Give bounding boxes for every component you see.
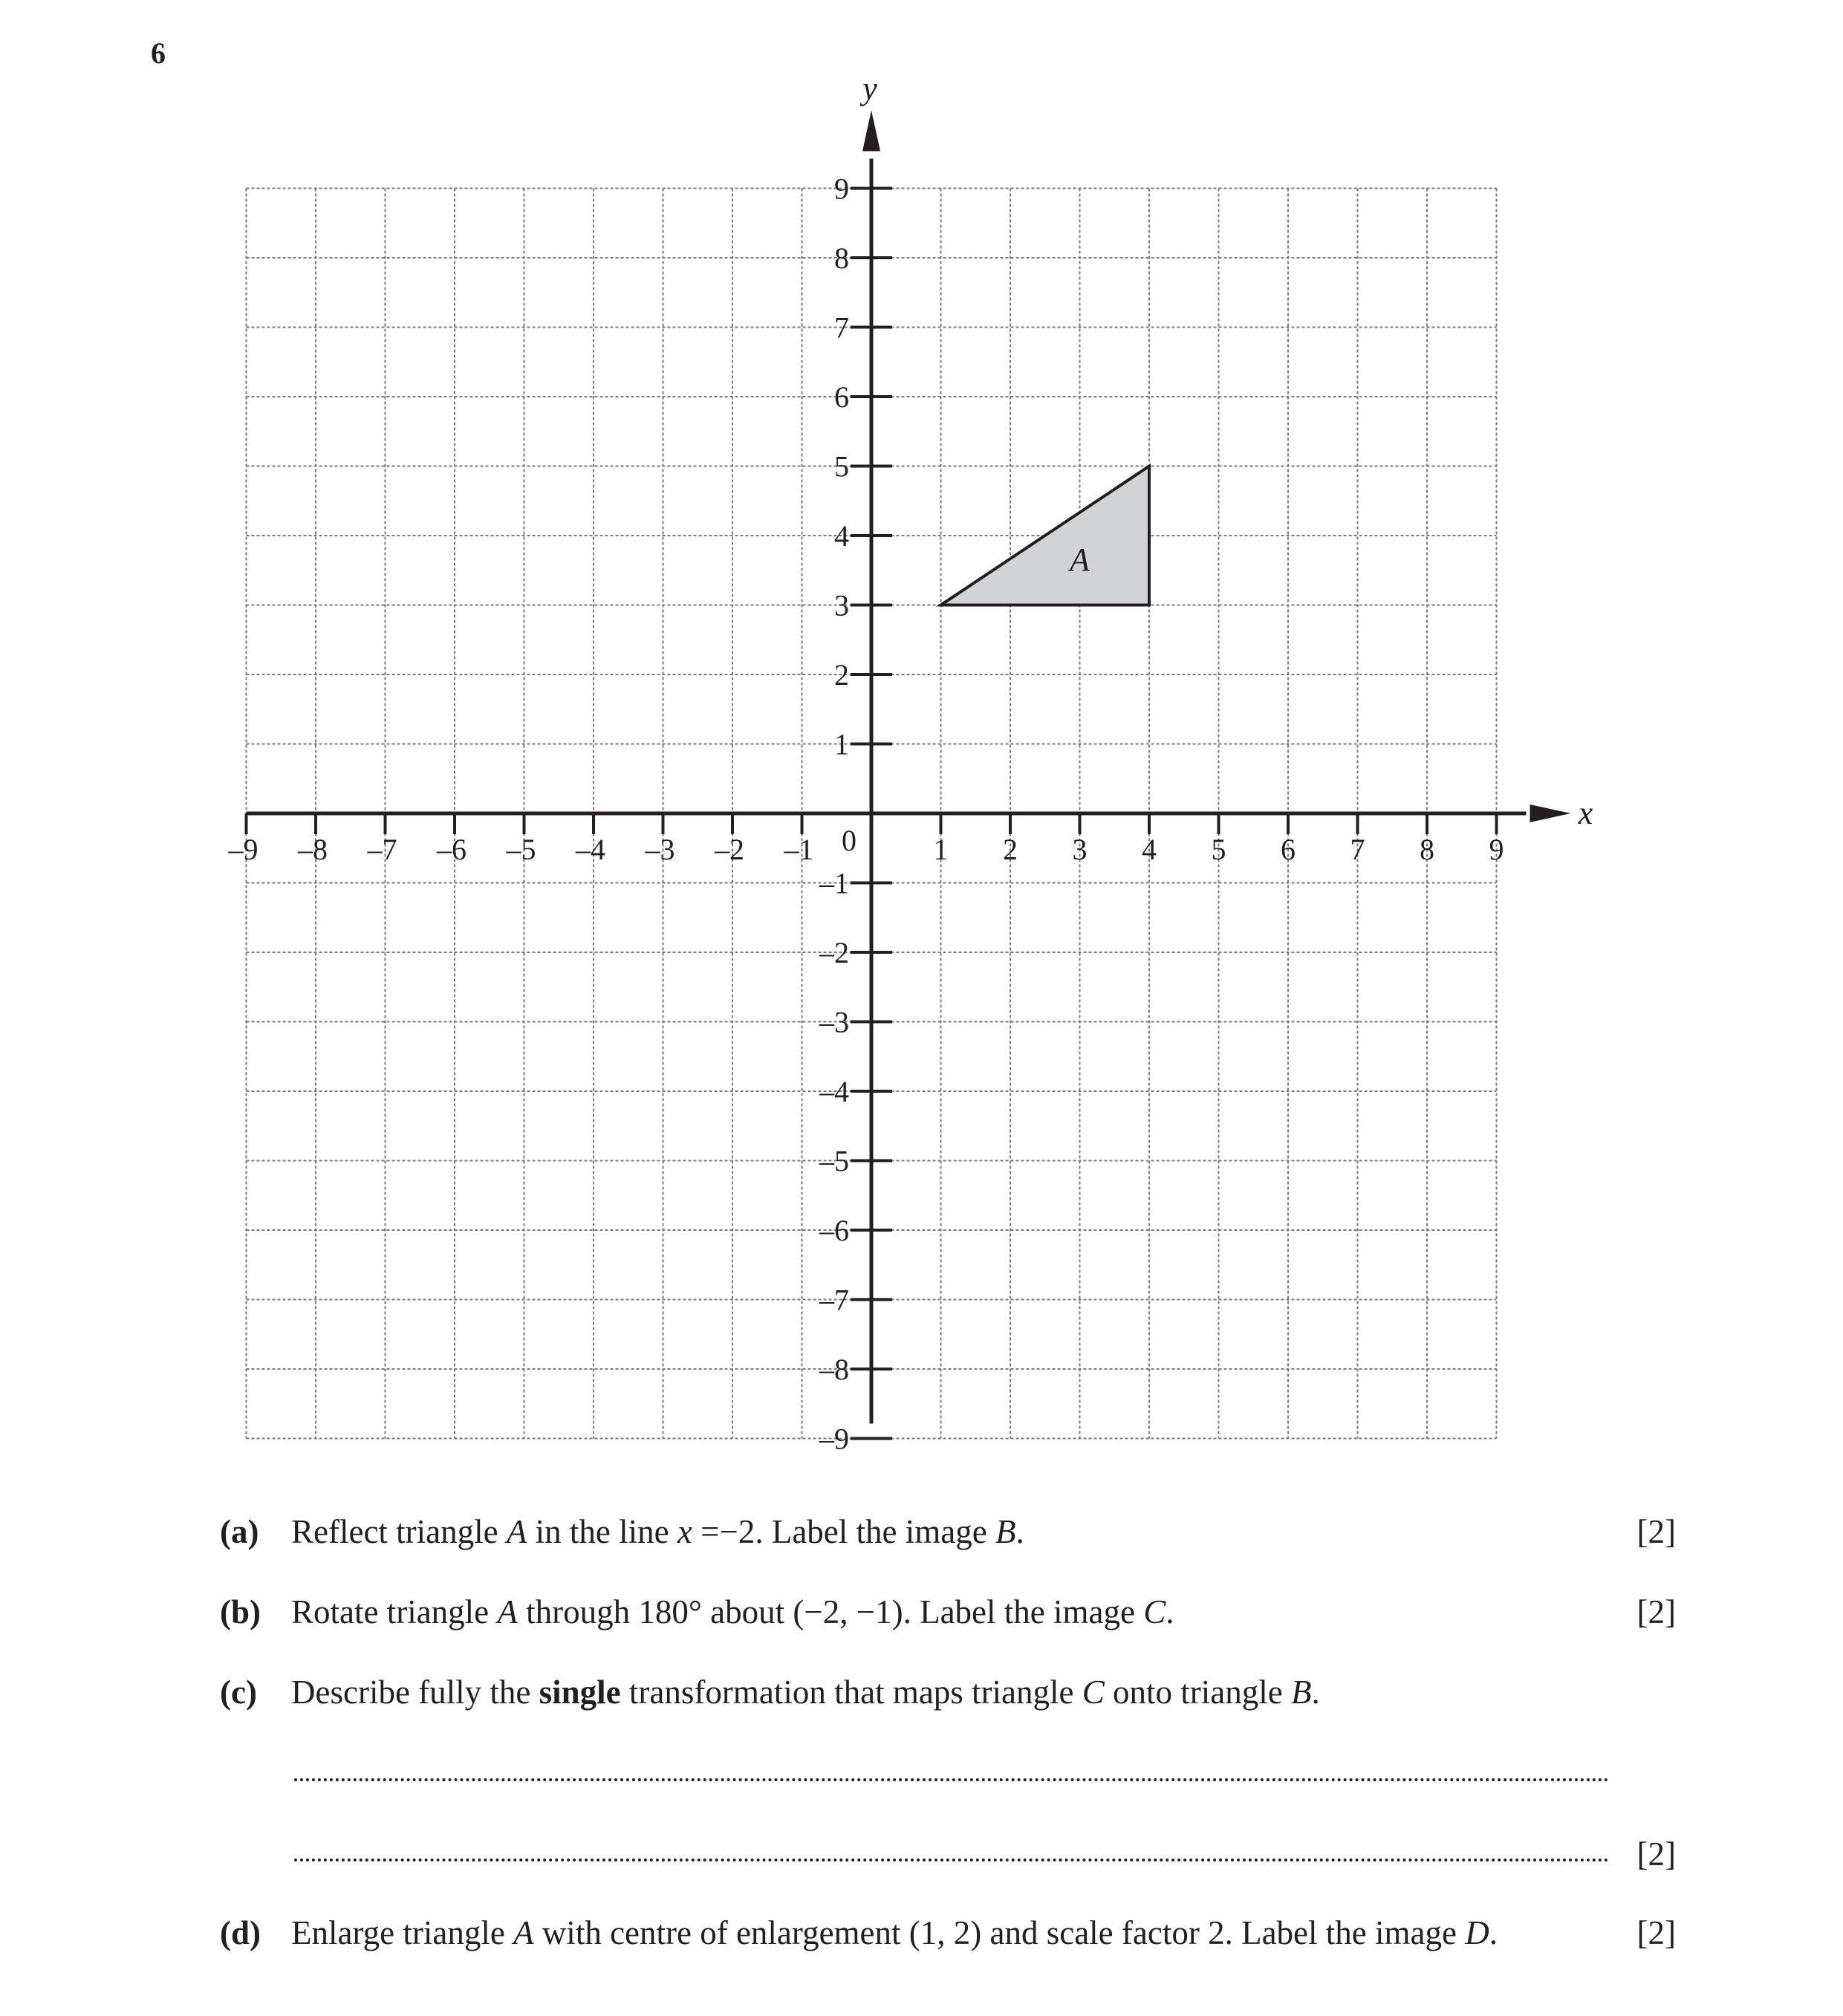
question-c-text-3: onto triangle bbox=[1104, 1674, 1291, 1711]
x-tick-label: –2 bbox=[715, 833, 744, 866]
x-tick-label: 4 bbox=[1142, 833, 1157, 866]
y-tick-label: –8 bbox=[819, 1353, 849, 1386]
y-tick-label: 6 bbox=[834, 380, 849, 414]
question-c-bold: single bbox=[539, 1674, 621, 1711]
y-axis-arrow bbox=[862, 111, 880, 152]
triangle-a bbox=[941, 466, 1150, 605]
question-c-text bbox=[291, 1670, 1320, 1714]
question-a-marks: [2] bbox=[1636, 1513, 1676, 1550]
y-tick-label: –9 bbox=[819, 1422, 849, 1456]
origin-label: 0 bbox=[842, 824, 857, 857]
labels-layer bbox=[228, 71, 1593, 1456]
question-number: 6 bbox=[151, 36, 166, 70]
question-a-label: (a) bbox=[220, 1513, 259, 1550]
x-tick-label: –7 bbox=[367, 833, 397, 866]
y-tick-label: 3 bbox=[834, 588, 849, 622]
x-tick-label: 3 bbox=[1072, 833, 1088, 866]
x-tick-label: –3 bbox=[645, 833, 675, 866]
y-tick-label: –3 bbox=[819, 1005, 849, 1039]
y-tick-label: 5 bbox=[834, 449, 849, 484]
question-c-text-2: transformation that maps triangle bbox=[620, 1674, 1082, 1711]
axes-layer bbox=[247, 111, 1571, 1424]
question-d-triangle-a: A bbox=[513, 1914, 534, 1951]
y-tick-label: 7 bbox=[834, 310, 849, 345]
question-c-text-1: Describe fully the bbox=[291, 1674, 539, 1711]
y-tick-label: –2 bbox=[819, 936, 849, 969]
x-tick-label: 2 bbox=[1003, 833, 1018, 866]
x-tick-label: –4 bbox=[576, 833, 605, 866]
x-tick-label: –8 bbox=[298, 833, 328, 866]
question-b-label: (b) bbox=[220, 1593, 261, 1630]
question-c-end: . bbox=[1311, 1674, 1320, 1711]
triangle-layer bbox=[941, 466, 1150, 605]
question-d-text-2: with centre of enlargement (1, 2) and scale factor 2. Label the image bbox=[533, 1914, 1466, 1951]
question-c-label: (c) bbox=[220, 1674, 257, 1711]
question-c-b: B bbox=[1290, 1674, 1312, 1711]
x-axis-arrow bbox=[1530, 804, 1571, 822]
x-axis-label: x bbox=[1578, 795, 1593, 831]
x-tick-label: 8 bbox=[1420, 833, 1434, 866]
question-d-marks: [2] bbox=[1636, 1914, 1676, 1951]
question-b-text-1: Rotate triangle bbox=[291, 1593, 498, 1630]
x-tick-label: –9 bbox=[228, 833, 259, 866]
question-d-label: (d) bbox=[220, 1914, 261, 1951]
question-b-c: C bbox=[1143, 1593, 1166, 1630]
x-tick-label: 5 bbox=[1211, 833, 1226, 866]
y-tick-label: 2 bbox=[834, 658, 849, 692]
x-tick-label: 1 bbox=[933, 833, 949, 866]
question-b-end: . bbox=[1166, 1593, 1174, 1630]
y-tick-label: –6 bbox=[819, 1214, 849, 1247]
answer-line-2[interactable] bbox=[294, 1859, 1609, 1861]
question-d-text-1: Enlarge triangle bbox=[291, 1914, 514, 1951]
triangle-a-label: A bbox=[1070, 542, 1090, 579]
y-axis-label: y bbox=[862, 70, 877, 107]
question-a-b: B bbox=[995, 1513, 1016, 1550]
question-d-text bbox=[291, 1911, 1498, 1955]
y-tick-label: 9 bbox=[834, 172, 849, 206]
question-a-eq: =−2. Label the image bbox=[692, 1513, 995, 1550]
question-a-text-1: Reflect triangle bbox=[291, 1513, 507, 1550]
x-tick-label: 7 bbox=[1350, 833, 1365, 866]
y-tick-label: 4 bbox=[834, 519, 849, 553]
question-d-end: . bbox=[1489, 1914, 1498, 1951]
answer-line-1[interactable] bbox=[294, 1778, 1609, 1781]
question-c-c: C bbox=[1082, 1674, 1105, 1711]
x-tick-label: –1 bbox=[784, 833, 814, 866]
x-tick-label: –6 bbox=[437, 833, 467, 866]
x-tick-label: 6 bbox=[1281, 833, 1296, 866]
question-b-marks: [2] bbox=[1636, 1593, 1676, 1630]
question-b-text bbox=[291, 1590, 1174, 1634]
question-a-text bbox=[291, 1509, 1024, 1554]
y-tick-label: –1 bbox=[819, 866, 849, 900]
x-tick-label: 9 bbox=[1489, 833, 1504, 866]
y-tick-label: –4 bbox=[819, 1075, 849, 1108]
question-b-text-2: through 180° about (−2, −1). Label the image bbox=[517, 1593, 1144, 1630]
y-tick-label: 8 bbox=[834, 241, 849, 275]
question-a-text-2: in the line bbox=[527, 1513, 677, 1550]
x-tick-label: –5 bbox=[506, 833, 536, 866]
question-b-triangle-a: A bbox=[497, 1593, 518, 1630]
y-tick-label: –7 bbox=[819, 1283, 849, 1317]
question-d-d: D bbox=[1465, 1914, 1489, 1951]
question-a-triangle-a: A bbox=[506, 1513, 527, 1550]
question-c-marks: [2] bbox=[1636, 1835, 1676, 1873]
question-a-x: x bbox=[677, 1513, 692, 1550]
y-tick-label: –5 bbox=[819, 1144, 849, 1178]
y-tick-label: 1 bbox=[834, 727, 849, 761]
question-a-end: . bbox=[1015, 1513, 1024, 1550]
